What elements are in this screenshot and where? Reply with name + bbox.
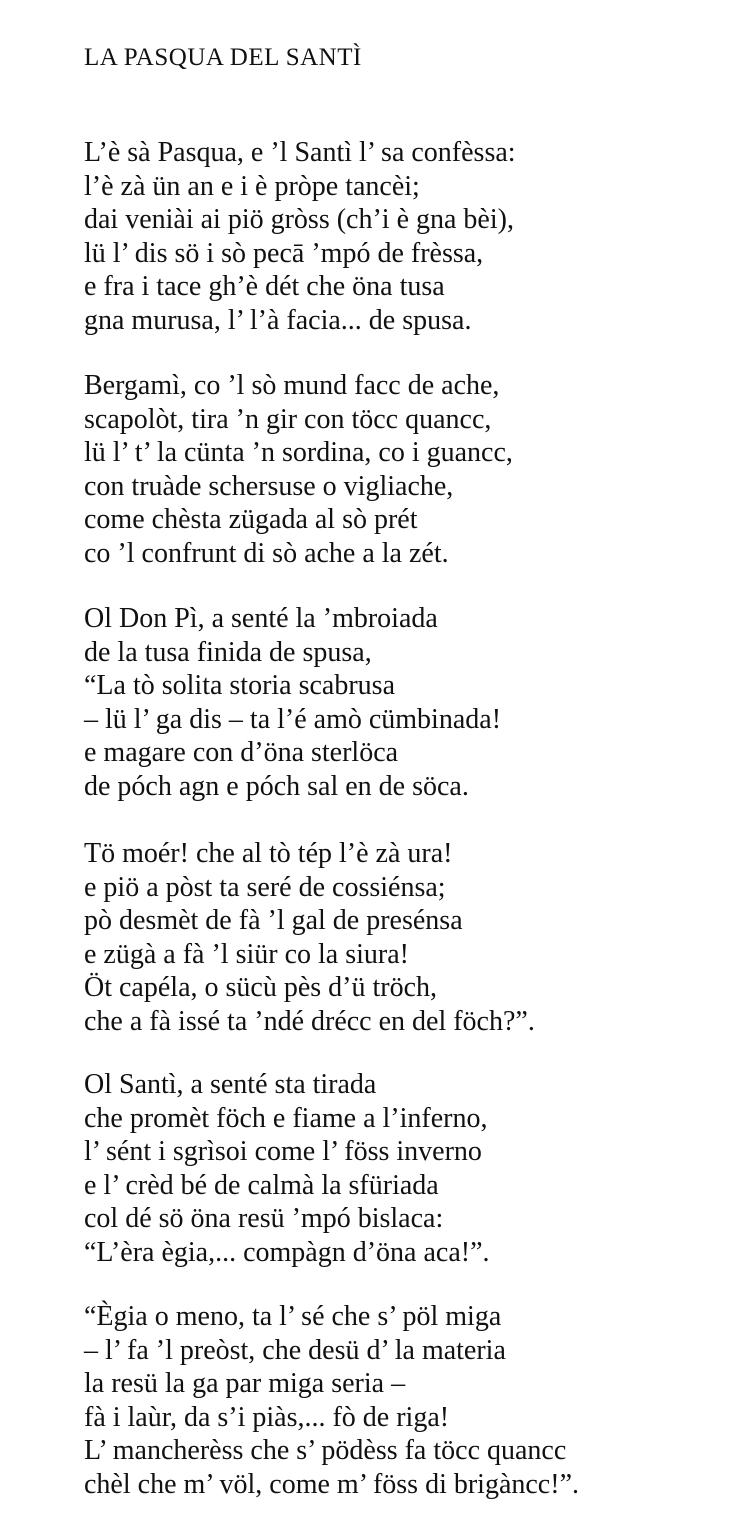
poem-line: scapolòt, tira ’n gir con töcc quancc, bbox=[84, 403, 492, 435]
poem-line: e l’ crèd bé de calmà la sfüriada bbox=[84, 1169, 439, 1201]
poem-line: Tö moér! che al tò tép l’è zà ura! bbox=[84, 838, 453, 869]
poem-line: col dé sö öna resü ’mpó bislaca: bbox=[84, 1203, 444, 1234]
poem-line: lü l’ t’ la cünta ’n sordina, co i guancc, bbox=[84, 437, 513, 468]
poem-line: lü l’ dis sö i sò pecā ’mpó de frèssa, bbox=[84, 237, 484, 269]
poem-line: e zügà a fà ’l siür co la siura! bbox=[84, 938, 409, 970]
poem-line: Öt capéla, o sücù pès d’ü tröch, bbox=[84, 972, 437, 1003]
poem-line: de la tusa finida de spusa, bbox=[84, 636, 372, 668]
poem-line: “Ègia o meno, ta l’ sé che s’ pöl miga bbox=[84, 1301, 502, 1332]
poem-line: chèl che m’ völ, come m’ föss di brigàncc!”. bbox=[84, 1468, 579, 1500]
poem-line: l’è zà ün an e i è pròpe tancèi; bbox=[84, 170, 420, 202]
poem-title: LA PASQUA DEL SANTÌ bbox=[84, 44, 362, 71]
stanza-4 bbox=[84, 837, 535, 1038]
poem-line: e piö a pòst ta seré de cossiénsa; bbox=[84, 871, 446, 903]
poem-line: gna murusa, l’ l’à facia... de spusa. bbox=[84, 304, 472, 336]
poem-line: e magare con d’öna sterlöca bbox=[84, 737, 399, 768]
poem-line: L’è sà Pasqua, e ’l Santì l’ sa confèssa: bbox=[84, 137, 516, 168]
stanza-5 bbox=[84, 1068, 490, 1269]
stanza-3 bbox=[84, 602, 501, 803]
poem-line: “La tò solita storia scabrusa bbox=[84, 670, 396, 701]
poem-line: che a fà issé ta ’ndé drécc en del föch?”. bbox=[84, 1005, 535, 1037]
poem-line: dai veniài ai piö gròss (ch’i è gna bèi), bbox=[84, 204, 514, 235]
poem-line: che promèt föch e fiame a l’inferno, bbox=[84, 1102, 488, 1134]
poem-line: – lü l’ ga dis – ta l’é amò cümbinada! bbox=[84, 703, 502, 735]
poem-line: e fra i tace gh’è dét che öna tusa bbox=[84, 271, 445, 302]
poem-line: Ol Santì, a senté sta tirada bbox=[84, 1069, 377, 1100]
poem-line: Bergamì, co ’l sò mund facc de ache, bbox=[84, 370, 500, 401]
poem-line: Ol Don Pì, a senté la ’mbroiada bbox=[84, 603, 438, 634]
poem-line: l’ sént i sgrìsoi come l’ föss inverno bbox=[84, 1136, 482, 1167]
poem-line: con truàde schersuse o vigliache, bbox=[84, 470, 454, 502]
stanza-6 bbox=[84, 1300, 579, 1501]
poem-line: fà i laùr, da s’i piàs,... fò de riga! bbox=[84, 1401, 450, 1433]
poem-line: de póch agn e póch sal en de söca. bbox=[84, 770, 469, 802]
poem-line: “L’èra ègia,... compàgn d’öna aca!”. bbox=[84, 1236, 490, 1268]
poem-line: – l’ fa ’l preòst, che desü d’ la materia bbox=[84, 1334, 506, 1366]
poem-line: pò desmèt de fà ’l gal de presénsa bbox=[84, 905, 463, 936]
stanza-1 bbox=[84, 136, 516, 337]
poem-line: come chèsta zügada al sò prét bbox=[84, 504, 418, 535]
stanza-2 bbox=[84, 369, 513, 570]
poem-line: L’ mancherèss che s’ pödèss fa töcc quancc bbox=[84, 1435, 567, 1466]
poem-line: la resü la ga par miga seria – bbox=[84, 1368, 406, 1399]
poem-line: co ’l confrunt di sò ache a la zét. bbox=[84, 537, 449, 569]
